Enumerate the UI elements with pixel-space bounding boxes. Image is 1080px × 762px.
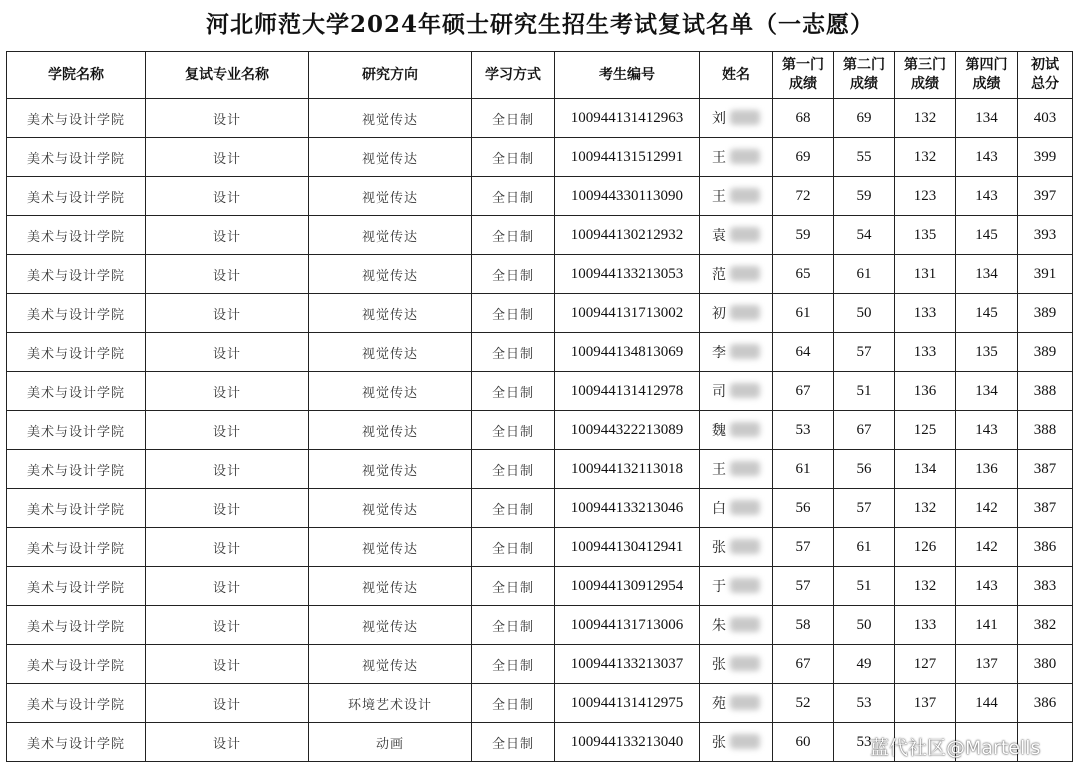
cell-score-2: 59: [834, 177, 895, 216]
cell-college: 美术与设计学院: [7, 606, 146, 645]
cell-score-3: 135: [895, 216, 956, 255]
cell-exam-id: 100944131512991: [555, 138, 700, 177]
name-redaction-blur: [730, 734, 760, 749]
cell-college: 美术与设计学院: [7, 567, 146, 606]
page-title: 河北师范大学2024年硕士研究生招生考试复试名单（一志愿）: [205, 11, 874, 38]
name-redaction-blur: [730, 305, 760, 320]
cell-direction: 视觉传达: [309, 255, 472, 294]
cell-score-2: 53: [834, 723, 895, 762]
cell-direction: 视觉传达: [309, 138, 472, 177]
cell-score-2: 55: [834, 138, 895, 177]
name-redaction-blur: [730, 422, 760, 437]
cell-college: 美术与设计学院: [7, 684, 146, 723]
cell-score-2: 61: [834, 528, 895, 567]
cell-exam-id: 100944131412978: [555, 372, 700, 411]
header-score-4-line1: 第四门: [965, 57, 1008, 73]
header-name: 姓名: [700, 52, 773, 99]
cell-score-3: 133: [895, 606, 956, 645]
cell-exam-id: 100944130412941: [555, 528, 700, 567]
cell-exam-id: 100944131713006: [555, 606, 700, 645]
cell-mode: 全日制: [472, 684, 555, 723]
surname-text: 袁: [712, 228, 726, 244]
cell-name: [700, 177, 773, 216]
cell-exam-id: 100944134813069: [555, 333, 700, 372]
cell-total: 380: [1018, 645, 1073, 684]
cell-name: [700, 255, 773, 294]
cell-score-1: 67: [773, 372, 834, 411]
cell-score-1: 72: [773, 177, 834, 216]
results-table: [6, 51, 1073, 762]
header-score-3: [895, 52, 956, 99]
name-redaction-blur: [730, 383, 760, 398]
watermark: 蓝代社区@Martells: [870, 737, 1041, 759]
surname-text: 王: [712, 189, 726, 205]
cell-direction: 视觉传达: [309, 606, 472, 645]
cell-score-1: 52: [773, 684, 834, 723]
cell-mode: 全日制: [472, 255, 555, 294]
cell-major: 设计: [146, 645, 309, 684]
cell-score-1: 61: [773, 294, 834, 333]
surname-text: 朱: [712, 618, 726, 634]
cell-score-2: 67: [834, 411, 895, 450]
cell-score-1: 69: [773, 138, 834, 177]
cell-exam-id: 100944133213037: [555, 645, 700, 684]
cell-total: 383: [1018, 567, 1073, 606]
cell-total: 387: [1018, 489, 1073, 528]
table-row: [7, 645, 1073, 684]
cell-score-3: 136: [895, 372, 956, 411]
cell-direction: 视觉传达: [309, 411, 472, 450]
table-row: [7, 294, 1073, 333]
header-total-line1: 初试: [1031, 57, 1059, 73]
cell-score-4: 145: [956, 294, 1018, 333]
header-score-1: [773, 52, 834, 99]
cell-total: 388: [1018, 372, 1073, 411]
cell-total: 397: [1018, 177, 1073, 216]
cell-name: [700, 372, 773, 411]
cell-score-3: 132: [895, 138, 956, 177]
table-row: [7, 606, 1073, 645]
cell-total: 387: [1018, 450, 1073, 489]
surname-text: 于: [712, 579, 726, 595]
header-total-line2: 总分: [1031, 76, 1059, 92]
cell-score-3: 133: [895, 294, 956, 333]
cell-total: 388: [1018, 411, 1073, 450]
name-redaction-blur: [730, 539, 760, 554]
cell-name: [700, 333, 773, 372]
cell-direction: 视觉传达: [309, 372, 472, 411]
cell-college: 美术与设计学院: [7, 333, 146, 372]
cell-major: 设计: [146, 177, 309, 216]
cell-exam-id: 100944133213040: [555, 723, 700, 762]
cell-college: 美术与设计学院: [7, 99, 146, 138]
cell-score-4: 134: [956, 372, 1018, 411]
cell-score-4: 134: [956, 99, 1018, 138]
cell-major: 设计: [146, 684, 309, 723]
surname-text: 苑: [712, 696, 726, 712]
cell-score-2: 50: [834, 606, 895, 645]
cell-score-4: 145: [956, 216, 1018, 255]
cell-score-3: 132: [895, 567, 956, 606]
cell-major: 设计: [146, 99, 309, 138]
cell-exam-id: 100944130912954: [555, 567, 700, 606]
cell-college: 美术与设计学院: [7, 645, 146, 684]
table-row: [7, 99, 1073, 138]
cell-score-2: 54: [834, 216, 895, 255]
cell-exam-id: 100944132113018: [555, 450, 700, 489]
cell-score-4: 141: [956, 606, 1018, 645]
table-row: [7, 372, 1073, 411]
cell-score-1: 60: [773, 723, 834, 762]
header-score-3-line1: 第三门: [904, 57, 946, 73]
cell-score-3: 134: [895, 450, 956, 489]
cell-name: [700, 723, 773, 762]
cell-score-1: 67: [773, 645, 834, 684]
surname-text: 张: [712, 735, 726, 751]
cell-major: 设计: [146, 138, 309, 177]
name-redaction-blur: [730, 227, 760, 242]
cell-exam-id: 100944131412963: [555, 99, 700, 138]
cell-college: 美术与设计学院: [7, 177, 146, 216]
header-score-4: [956, 52, 1018, 99]
cell-name: [700, 567, 773, 606]
cell-score-1: 65: [773, 255, 834, 294]
cell-score-1: 59: [773, 216, 834, 255]
cell-mode: 全日制: [472, 372, 555, 411]
surname-text: 刘: [712, 111, 726, 127]
cell-major: 设计: [146, 450, 309, 489]
cell-mode: 全日制: [472, 645, 555, 684]
cell-score-1: 53: [773, 411, 834, 450]
cell-score-4: 135: [956, 333, 1018, 372]
cell-major: 设计: [146, 606, 309, 645]
cell-score-4: 142: [956, 528, 1018, 567]
name-redaction-blur: [730, 617, 760, 632]
cell-direction: 视觉传达: [309, 489, 472, 528]
cell-major: 设计: [146, 294, 309, 333]
cell-total: 386: [1018, 528, 1073, 567]
cell-score-1: 64: [773, 333, 834, 372]
cell-mode: 全日制: [472, 723, 555, 762]
header-score-1-line2: 成绩: [789, 76, 817, 92]
cell-exam-id: 100944131713002: [555, 294, 700, 333]
cell-college: 美术与设计学院: [7, 489, 146, 528]
cell-score-4: 143: [956, 177, 1018, 216]
cell-score-1: 68: [773, 99, 834, 138]
cell-direction: 视觉传达: [309, 450, 472, 489]
cell-total: 389: [1018, 333, 1073, 372]
header-score-1-line1: 第一门: [782, 57, 824, 73]
cell-college: 美术与设计学院: [7, 450, 146, 489]
surname-text: 张: [712, 657, 726, 673]
cell-major: 设计: [146, 567, 309, 606]
cell-direction: 视觉传达: [309, 294, 472, 333]
name-redaction-blur: [730, 461, 760, 476]
cell-score-3: 125: [895, 411, 956, 450]
cell-college: 美术与设计学院: [7, 294, 146, 333]
table-row: [7, 528, 1073, 567]
cell-college: 美术与设计学院: [7, 528, 146, 567]
cell-total: 386: [1018, 684, 1073, 723]
cell-mode: 全日制: [472, 216, 555, 255]
cell-major: 设计: [146, 216, 309, 255]
cell-direction: 环境艺术设计: [309, 684, 472, 723]
header-score-2: [834, 52, 895, 99]
cell-major: 设计: [146, 372, 309, 411]
header-score-2-line1: 第二门: [843, 57, 885, 73]
cell-name: [700, 216, 773, 255]
cell-direction: 视觉传达: [309, 333, 472, 372]
cell-major: 设计: [146, 255, 309, 294]
cell-name: [700, 450, 773, 489]
cell-name: [700, 606, 773, 645]
cell-name: [700, 645, 773, 684]
cell-score-3: 132: [895, 99, 956, 138]
cell-exam-id: 100944133213053: [555, 255, 700, 294]
cell-name: [700, 138, 773, 177]
cell-score-4: 143: [956, 567, 1018, 606]
name-redaction-blur: [730, 656, 760, 671]
table-row: [7, 489, 1073, 528]
cell-score-2: 50: [834, 294, 895, 333]
cell-major: 设计: [146, 489, 309, 528]
cell-name: [700, 99, 773, 138]
cell-score-3: 131: [895, 255, 956, 294]
cell-total: 391: [1018, 255, 1073, 294]
cell-major: 设计: [146, 528, 309, 567]
header-score-3-line2: 成绩: [911, 76, 939, 92]
cell-mode: 全日制: [472, 177, 555, 216]
table-header-row: [7, 52, 1073, 99]
surname-text: 张: [712, 540, 726, 556]
cell-score-1: 56: [773, 489, 834, 528]
cell-exam-id: 100944130212932: [555, 216, 700, 255]
cell-score-2: 53: [834, 684, 895, 723]
cell-score-3: 137: [895, 684, 956, 723]
cell-direction: 视觉传达: [309, 216, 472, 255]
cell-total: 389: [1018, 294, 1073, 333]
cell-major: 设计: [146, 723, 309, 762]
cell-college: 美术与设计学院: [7, 723, 146, 762]
surname-text: 范: [712, 267, 726, 283]
cell-score-4: 144: [956, 684, 1018, 723]
cell-score-2: 69: [834, 99, 895, 138]
header-mode: 学习方式: [472, 52, 555, 99]
header-direction: 研究方向: [309, 52, 472, 99]
cell-score-1: 58: [773, 606, 834, 645]
name-redaction-blur: [730, 500, 760, 515]
cell-direction: 视觉传达: [309, 645, 472, 684]
header-score-4-line2: 成绩: [972, 76, 1001, 92]
table-body: [7, 99, 1073, 762]
cell-exam-id: 100944322213089: [555, 411, 700, 450]
cell-mode: 全日制: [472, 606, 555, 645]
cell-mode: 全日制: [472, 294, 555, 333]
table-row: [7, 255, 1073, 294]
cell-score-3: 126: [895, 528, 956, 567]
cell-direction: 视觉传达: [309, 528, 472, 567]
cell-college: 美术与设计学院: [7, 411, 146, 450]
cell-mode: 全日制: [472, 528, 555, 567]
cell-score-2: 61: [834, 255, 895, 294]
cell-name: [700, 489, 773, 528]
cell-college: 美术与设计学院: [7, 138, 146, 177]
cell-score-2: 51: [834, 567, 895, 606]
surname-text: 王: [712, 462, 726, 478]
surname-text: 李: [712, 345, 726, 361]
cell-major: 设计: [146, 333, 309, 372]
cell-score-4: 142: [956, 489, 1018, 528]
table-row: [7, 138, 1073, 177]
cell-exam-id: 100944330113090: [555, 177, 700, 216]
cell-total: 393: [1018, 216, 1073, 255]
cell-score-1: 61: [773, 450, 834, 489]
table-row: [7, 411, 1073, 450]
table-row: [7, 567, 1073, 606]
cell-direction: 动画: [309, 723, 472, 762]
cell-mode: 全日制: [472, 567, 555, 606]
name-redaction-blur: [730, 695, 760, 710]
surname-text: 白: [712, 501, 726, 517]
cell-mode: 全日制: [472, 138, 555, 177]
surname-text: 魏: [712, 423, 726, 439]
table-row: [7, 333, 1073, 372]
cell-score-3: 132: [895, 489, 956, 528]
cell-mode: 全日制: [472, 333, 555, 372]
cell-score-4: 137: [956, 645, 1018, 684]
cell-exam-id: 100944133213046: [555, 489, 700, 528]
name-redaction-blur: [730, 344, 760, 359]
cell-major: 设计: [146, 411, 309, 450]
cell-direction: 视觉传达: [309, 567, 472, 606]
surname-text: 初: [712, 306, 726, 322]
cell-score-2: 49: [834, 645, 895, 684]
cell-score-2: 51: [834, 372, 895, 411]
cell-direction: 视觉传达: [309, 99, 472, 138]
name-redaction-blur: [730, 149, 760, 164]
cell-name: [700, 528, 773, 567]
cell-score-3: 127: [895, 645, 956, 684]
name-redaction-blur: [730, 188, 760, 203]
cell-name: [700, 684, 773, 723]
cell-score-3: 133: [895, 333, 956, 372]
cell-mode: 全日制: [472, 99, 555, 138]
table-row: [7, 684, 1073, 723]
name-redaction-blur: [730, 110, 760, 125]
name-redaction-blur: [730, 578, 760, 593]
name-redaction-blur: [730, 266, 760, 281]
cell-direction: 视觉传达: [309, 177, 472, 216]
cell-college: 美术与设计学院: [7, 216, 146, 255]
header-total: [1018, 52, 1073, 99]
header-major: 复试专业名称: [146, 52, 309, 99]
cell-score-2: 56: [834, 450, 895, 489]
cell-score-4: 143: [956, 138, 1018, 177]
cell-score-1: 57: [773, 567, 834, 606]
cell-score-4: 134: [956, 255, 1018, 294]
cell-college: 美术与设计学院: [7, 372, 146, 411]
cell-score-2: 57: [834, 333, 895, 372]
cell-total: 382: [1018, 606, 1073, 645]
cell-score-4: 136: [956, 450, 1018, 489]
cell-mode: 全日制: [472, 411, 555, 450]
cell-college: 美术与设计学院: [7, 255, 146, 294]
cell-score-2: 57: [834, 489, 895, 528]
cell-mode: 全日制: [472, 489, 555, 528]
cell-name: [700, 411, 773, 450]
table-row: [7, 177, 1073, 216]
cell-exam-id: 100944131412975: [555, 684, 700, 723]
cell-total: 403: [1018, 99, 1073, 138]
table-row: [7, 216, 1073, 255]
cell-score-3: 123: [895, 177, 956, 216]
surname-text: 司: [712, 384, 726, 400]
header-score-2-line2: 成绩: [850, 76, 878, 92]
header-exam-id: 考生编号: [555, 52, 700, 99]
cell-score-4: 143: [956, 411, 1018, 450]
surname-text: 王: [712, 150, 726, 166]
cell-mode: 全日制: [472, 450, 555, 489]
table-row: [7, 450, 1073, 489]
header-college: 学院名称: [7, 52, 146, 99]
cell-name: [700, 294, 773, 333]
cell-total: 399: [1018, 138, 1073, 177]
cell-score-1: 57: [773, 528, 834, 567]
